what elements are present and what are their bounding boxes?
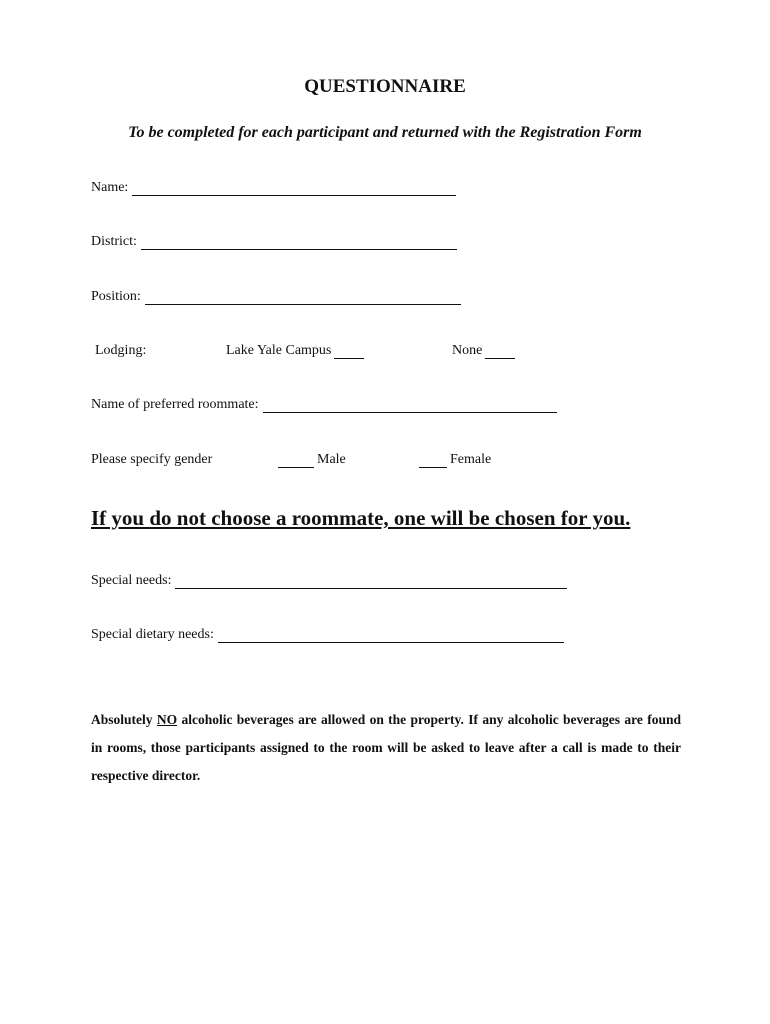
gender-option-male <box>278 452 346 468</box>
position-label: Position: <box>91 289 141 304</box>
page-title: QUESTIONNAIRE <box>304 76 466 97</box>
policy-text-start: Absolutely <box>91 712 157 727</box>
name-field <box>91 180 456 196</box>
position-field <box>91 289 461 305</box>
roommate-label: Name of preferred roommate: <box>91 397 259 412</box>
female-input-line[interactable] <box>419 453 447 468</box>
lake-yale-input-line[interactable] <box>334 344 364 359</box>
roommate-notice: If you do not choose a roommate, one will be chosen for you. <box>91 506 631 530</box>
policy-text-end: alcoholic beverages are allowed on the property. If any alcoholic beverages are found in rooms, those participants assigned to the room will be asked to leave after a call is made to their respective director. <box>91 712 681 783</box>
policy-emphasis: NO <box>156 712 178 727</box>
none-input-line[interactable] <box>485 344 515 359</box>
district-input-line[interactable] <box>141 235 457 250</box>
page-subtitle: To be completed for each participant and returned with the Registration Form <box>128 124 642 141</box>
lodging-label: Lodging: <box>95 343 147 358</box>
district-label: District: <box>91 234 137 249</box>
position-input-line[interactable] <box>145 290 461 305</box>
gender-option-female <box>419 452 491 468</box>
lodging-option-none <box>452 343 518 359</box>
roommate-field <box>91 397 557 413</box>
lake-yale-label: Lake Yale Campus <box>226 343 332 358</box>
gender-label: Please specify gender <box>91 452 213 467</box>
name-input-line[interactable] <box>132 181 456 196</box>
male-input-line[interactable] <box>278 453 314 468</box>
female-label: Female <box>450 452 492 467</box>
special-needs-input-line[interactable] <box>175 574 567 589</box>
alcohol-policy <box>91 706 681 790</box>
roommate-input-line[interactable] <box>263 398 557 413</box>
dietary-needs-input-line[interactable] <box>218 628 564 643</box>
district-field <box>91 234 457 250</box>
lodging-option-lake-yale <box>226 343 367 359</box>
none-label: None <box>452 343 483 358</box>
special-needs-label: Special needs: <box>91 573 172 588</box>
dietary-needs-field <box>91 627 564 643</box>
name-label: Name: <box>91 180 129 195</box>
special-needs-field <box>91 573 567 589</box>
dietary-needs-label: Special dietary needs: <box>91 627 214 642</box>
male-label: Male <box>317 452 346 467</box>
